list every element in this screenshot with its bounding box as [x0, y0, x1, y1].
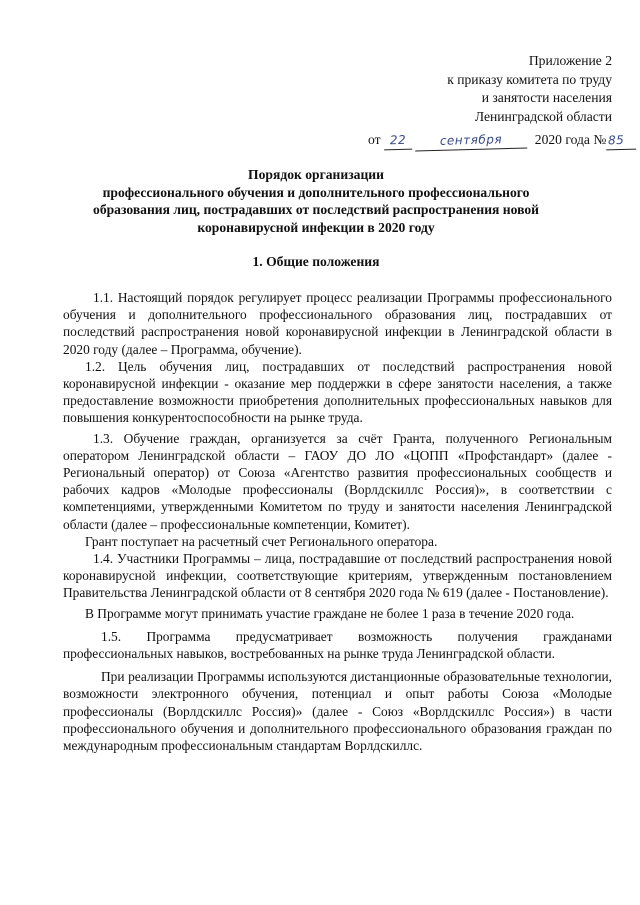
annex-line-4: Ленинградской области	[474, 108, 612, 124]
handwritten-day: 22	[384, 132, 412, 151]
dateline-year: 2020 года №	[534, 132, 607, 147]
annex-block	[447, 52, 612, 126]
title-line-3: образования лиц, пострадавших от последствий распространения новой	[93, 202, 539, 218]
order-dateline	[368, 131, 636, 150]
paragraph-grant: Грант поступает на расчетный счет Регионального оператора.	[85, 533, 438, 549]
annex-line-2: к приказу комитета по труду	[447, 71, 612, 87]
dateline-prefix: от	[368, 132, 381, 147]
title-line-2: профессионального обучения и дополнительного профессионального	[102, 184, 530, 200]
title-line-1: Порядок организации	[248, 167, 384, 182]
paragraph-1-5: 1.5. Программа предусматривает возможность получения гражданами профессиональных навыков, востребованных на рынке труда Ленинградской области.	[63, 628, 612, 662]
handwritten-order-number: 85	[606, 132, 636, 151]
title-line-4: коронавирусной инфекции в 2020 году	[197, 219, 435, 235]
document-title	[60, 166, 572, 236]
paragraph-implementation: При реализации Программы используются дистанционные образовательные технологии, возможности электронного обучения, потенциал и опыт работы Союза «Молодые профессионалы (Ворлдскиллс Россия)» (далее - Союз «Ворлдскиллс Россия») в части профессионального обучения и дополнительного профессионального образования граждан по международным профессиональным стандартам Ворлдскиллс.	[63, 669, 612, 754]
document-body	[63, 289, 612, 754]
paragraph-1-3: 1.3. Обучение граждан, организуется за счёт Гранта, полученного Региональным оператором Ленинградской области – ГАОУ ДО ЛО «ЦОПП «Профстандарт» (далее - Региональный оператор) от Союза «Агентство развития профессиональных сообществ и рабочих кадров «Молодые профессионалы (Ворлдскиллс Россия)», в соответствии с компетенциями, утвержденными Комитетом по труду и занятости населения Ленинградской области (далее – профессиональные компетенции, Комитет).	[63, 430, 612, 532]
paragraph-1-2: 1.2. Цель обучения лиц, пострадавших от последствий распространения новой коронавирусной инфекции - оказание мер поддержки в сфере занятости населения, а также предоставление возможности приобретения дополнительных профессиональных навыков для повышения конкурентоспособности на рынке труда.	[63, 358, 612, 426]
annex-line-3: и занятости населения	[481, 90, 612, 106]
annex-line-1: Приложение 2	[528, 53, 612, 68]
handwritten-month: сентября	[415, 131, 527, 152]
paragraph-participation: В Программе могут принимать участие граждане не более 1 раза в течение 2020 года.	[85, 605, 575, 621]
section-heading: 1. Общие положения	[252, 254, 380, 269]
paragraph-1-1: 1.1. Настоящий порядок регулирует процесс реализации Программы профессионального обучения и дополнительного профессионального образования лиц, пострадавших от последствий распространения новой коронавирусной инфекции в Ленинградской области в 2020 году (далее – Программа, обучение).	[63, 290, 612, 357]
paragraph-1-4: 1.4. Участники Программы – лица, пострадавшие от последствий распространения новой коронавирусной инфекции, соответствующие критериям, утвержденным постановлением Правительства Ленинградской области от 8 сентября 2020 года № 619 (далее - Постановление).	[63, 551, 612, 601]
